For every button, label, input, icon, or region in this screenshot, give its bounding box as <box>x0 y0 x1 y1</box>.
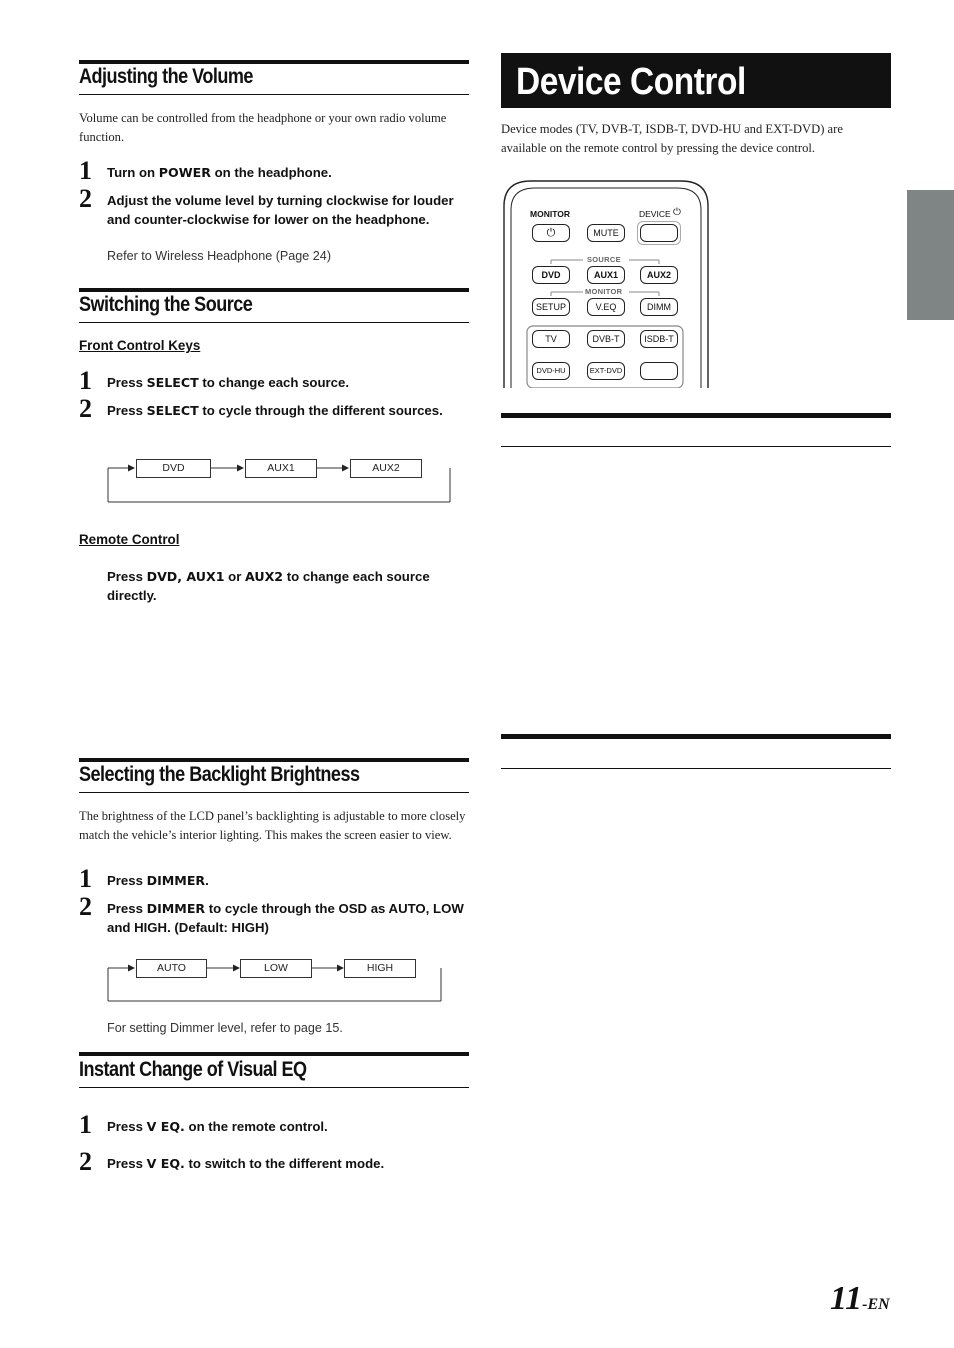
backlight-intro: The brightness of the LCD panel’s backlighting is adjustable to more closely match the vehicle’s interior lighting. This makes the screen easier to view. <box>79 809 466 842</box>
step-number: 1 <box>79 1110 92 1139</box>
flow-auto: AUTO <box>136 959 207 978</box>
tv-button[interactable]: TV <box>532 330 570 348</box>
section-rule-bottom <box>79 94 469 95</box>
power-icon: ⏻ <box>546 227 556 239</box>
aux1-button[interactable]: AUX1 <box>587 266 625 284</box>
backlight-heading: Selecting the Backlight Brightness <box>79 763 360 786</box>
source-heading: Switching the Source <box>79 293 253 316</box>
section-rule-bottom <box>79 322 469 323</box>
aux2-button[interactable]: AUX2 <box>640 266 678 284</box>
table-rule-top <box>501 734 891 739</box>
front-control-keys-title: Front Control Keys <box>79 338 201 353</box>
device-control-banner <box>501 53 891 108</box>
step-number: 1 <box>79 864 92 893</box>
section-rule-top <box>79 60 469 64</box>
source-step-1: Press SELECT to change each source. <box>107 375 349 390</box>
section-rule-bottom <box>79 1087 469 1088</box>
extdvd-button[interactable]: EXT-DVD <box>587 362 625 380</box>
device-control-intro: Device modes (TV, DVB-T, ISDB-T, DVD-HU and EXT-DVD) are available on the remote control by pressing the device control. <box>501 122 843 155</box>
veq-step-2: Press V EQ. to switch to the different mode. <box>107 1156 385 1171</box>
table-rule <box>501 768 891 769</box>
flow-low: LOW <box>240 959 312 978</box>
veq-step-1: Press V EQ. on the remote control. <box>107 1119 328 1134</box>
flow-dvd: DVD <box>136 459 211 478</box>
device-button[interactable] <box>640 224 678 242</box>
monitor-power-button[interactable] <box>532 224 570 242</box>
table-rule-top <box>501 413 891 418</box>
flow-aux1: AUX1 <box>245 459 317 478</box>
step-number: 2 <box>79 1147 92 1176</box>
flow-aux2: AUX2 <box>350 459 422 478</box>
device-control-title: Device Control <box>516 61 746 103</box>
remote-control-illustration <box>501 178 711 388</box>
veq-button[interactable]: V.EQ <box>587 298 625 316</box>
dimmer-note: For setting Dimmer level, refer to page 15. <box>107 1021 343 1035</box>
dvdhu-button[interactable]: DVD-HU <box>532 362 570 380</box>
backlight-step-1: Press DIMMER. <box>107 873 209 888</box>
device-power-icon: ⏻ <box>673 207 681 218</box>
source-step-2: Press SELECT to cycle through the different sources. <box>107 403 443 418</box>
side-tab <box>907 190 954 320</box>
setup-button[interactable]: SETUP <box>532 298 570 316</box>
section-rule-top <box>79 1052 469 1056</box>
dimm-button[interactable]: DIMM <box>640 298 678 316</box>
volume-heading: Adjusting the Volume <box>79 65 253 88</box>
backlight-step-2: Press DIMMER to cycle through the OSD as AUTO, LOW and HIGH. (Default: HIGH) <box>107 901 464 935</box>
table-rule <box>501 446 891 447</box>
step-number: 1 <box>79 366 92 395</box>
dvd-button[interactable]: DVD <box>532 266 570 284</box>
volume-step-2: Adjust the volume level by turning clockwise for louder and counter-clockwise for lower on the headphone. <box>107 193 454 227</box>
step-number: 2 <box>79 394 92 423</box>
monitor-group-label: MONITOR <box>585 287 623 296</box>
remote-device-label: DEVICE <box>639 209 671 219</box>
remote-control-step: Press DVD, AUX1 or AUX2 to change each source directly. <box>107 569 430 603</box>
page-number: 11-EN <box>830 1280 890 1317</box>
remote-monitor-label: MONITOR <box>530 209 570 219</box>
step-number: 2 <box>79 892 92 921</box>
veq-heading: Instant Change of Visual EQ <box>79 1058 307 1081</box>
volume-note: Refer to Wireless Headphone (Page 24) <box>107 249 332 263</box>
section-rule-top <box>79 758 469 762</box>
section-rule-bottom <box>79 792 469 793</box>
volume-intro: Volume can be controlled from the headphone or your own radio volume function. <box>79 111 447 144</box>
step-number: 1 <box>79 156 92 185</box>
volume-step-1: Turn on POWER on the headphone. <box>107 165 332 180</box>
mute-button[interactable]: MUTE <box>587 224 625 242</box>
step-number: 2 <box>79 184 92 213</box>
dvbt-button[interactable]: DVB-T <box>587 330 625 348</box>
isdbt-button[interactable]: ISDB-T <box>640 330 678 348</box>
source-group-label: SOURCE <box>587 255 621 264</box>
flow-high: HIGH <box>344 959 416 978</box>
remote-control-title: Remote Control <box>79 532 180 547</box>
section-rule-top <box>79 288 469 292</box>
blank-button[interactable] <box>640 362 678 380</box>
